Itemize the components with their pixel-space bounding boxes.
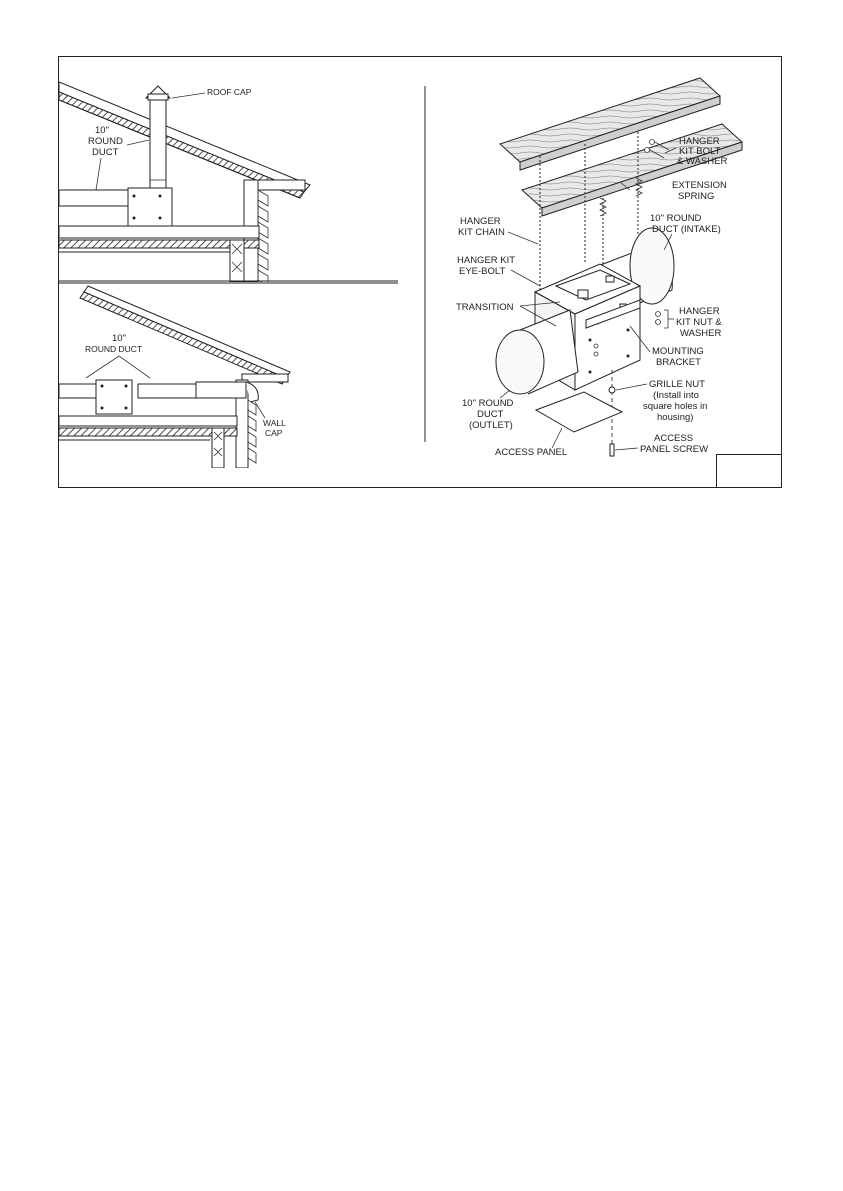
label-wall-cap: [263, 418, 286, 438]
label-hanger-kit-chain: [458, 216, 505, 238]
svg-text:HANGER KIT: HANGER KIT: [457, 255, 516, 266]
svg-text:10": 10": [112, 333, 126, 344]
svg-text:housing): housing): [657, 412, 694, 423]
svg-text:10" ROUND: 10" ROUND: [650, 213, 702, 224]
label-access-panel-screw: [640, 433, 708, 455]
svg-text:ACCESS: ACCESS: [654, 433, 694, 444]
label-round-duct-top: [88, 125, 123, 158]
label-round-duct-intake: [650, 213, 721, 235]
svg-text:HANGER: HANGER: [460, 216, 501, 227]
svg-text:DUCT: DUCT: [477, 409, 504, 420]
svg-text:10" ROUND: 10" ROUND: [462, 398, 514, 409]
figure-number-box: [717, 455, 782, 488]
label-hanger-kit-eye-bolt: [457, 255, 515, 277]
svg-text:WALL: WALL: [263, 418, 286, 428]
svg-text:KIT BOLT: KIT BOLT: [679, 146, 721, 157]
svg-text:EXTENSION: EXTENSION: [672, 180, 727, 191]
label-transition: TRANSITION: [456, 302, 514, 313]
svg-text:HANGER: HANGER: [679, 136, 720, 147]
label-round-duct-bottom: [85, 333, 142, 354]
svg-text:(OUTLET): (OUTLET): [469, 420, 513, 431]
label-round-duct-outlet: [462, 398, 514, 431]
label-access-panel: ACCESS PANEL: [495, 447, 568, 458]
label-hanger-kit-nut: [676, 306, 722, 339]
svg-text:ROUND: ROUND: [88, 136, 123, 147]
svg-text:DUCT (INTAKE): DUCT (INTAKE): [652, 224, 721, 235]
svg-text:& WASHER: & WASHER: [677, 156, 728, 167]
svg-text:ROUND DUCT: ROUND DUCT: [85, 344, 143, 354]
svg-text:BRACKET: BRACKET: [656, 357, 701, 368]
svg-text:(Install into: (Install into: [653, 390, 699, 401]
label-extension-spring: [672, 180, 727, 202]
svg-text:CAP: CAP: [265, 428, 283, 438]
label-roof-cap: ROOF CAP: [207, 87, 252, 97]
svg-text:SPRING: SPRING: [678, 191, 715, 202]
svg-text:KIT CHAIN: KIT CHAIN: [458, 227, 505, 238]
label-grille-nut: [643, 379, 707, 423]
svg-text:DUCT: DUCT: [92, 147, 119, 158]
svg-text:square holes in: square holes in: [643, 401, 708, 412]
svg-text:10": 10": [95, 125, 109, 136]
svg-text:MOUNTING: MOUNTING: [652, 346, 704, 357]
roof-vent-section: [59, 82, 398, 286]
wall-vent-section: [59, 283, 398, 468]
svg-text:EYE-BOLT: EYE-BOLT: [459, 266, 506, 277]
svg-text:HANGER: HANGER: [679, 306, 720, 317]
svg-text:WASHER: WASHER: [680, 328, 722, 339]
svg-text:KIT NUT &: KIT NUT &: [676, 317, 722, 328]
svg-text:PANEL SCREW: PANEL SCREW: [640, 444, 709, 455]
label-mounting-bracket: [652, 346, 704, 368]
svg-text:GRILLE NUT: GRILLE NUT: [649, 379, 705, 390]
hanger-install-exploded-view: [496, 78, 742, 456]
